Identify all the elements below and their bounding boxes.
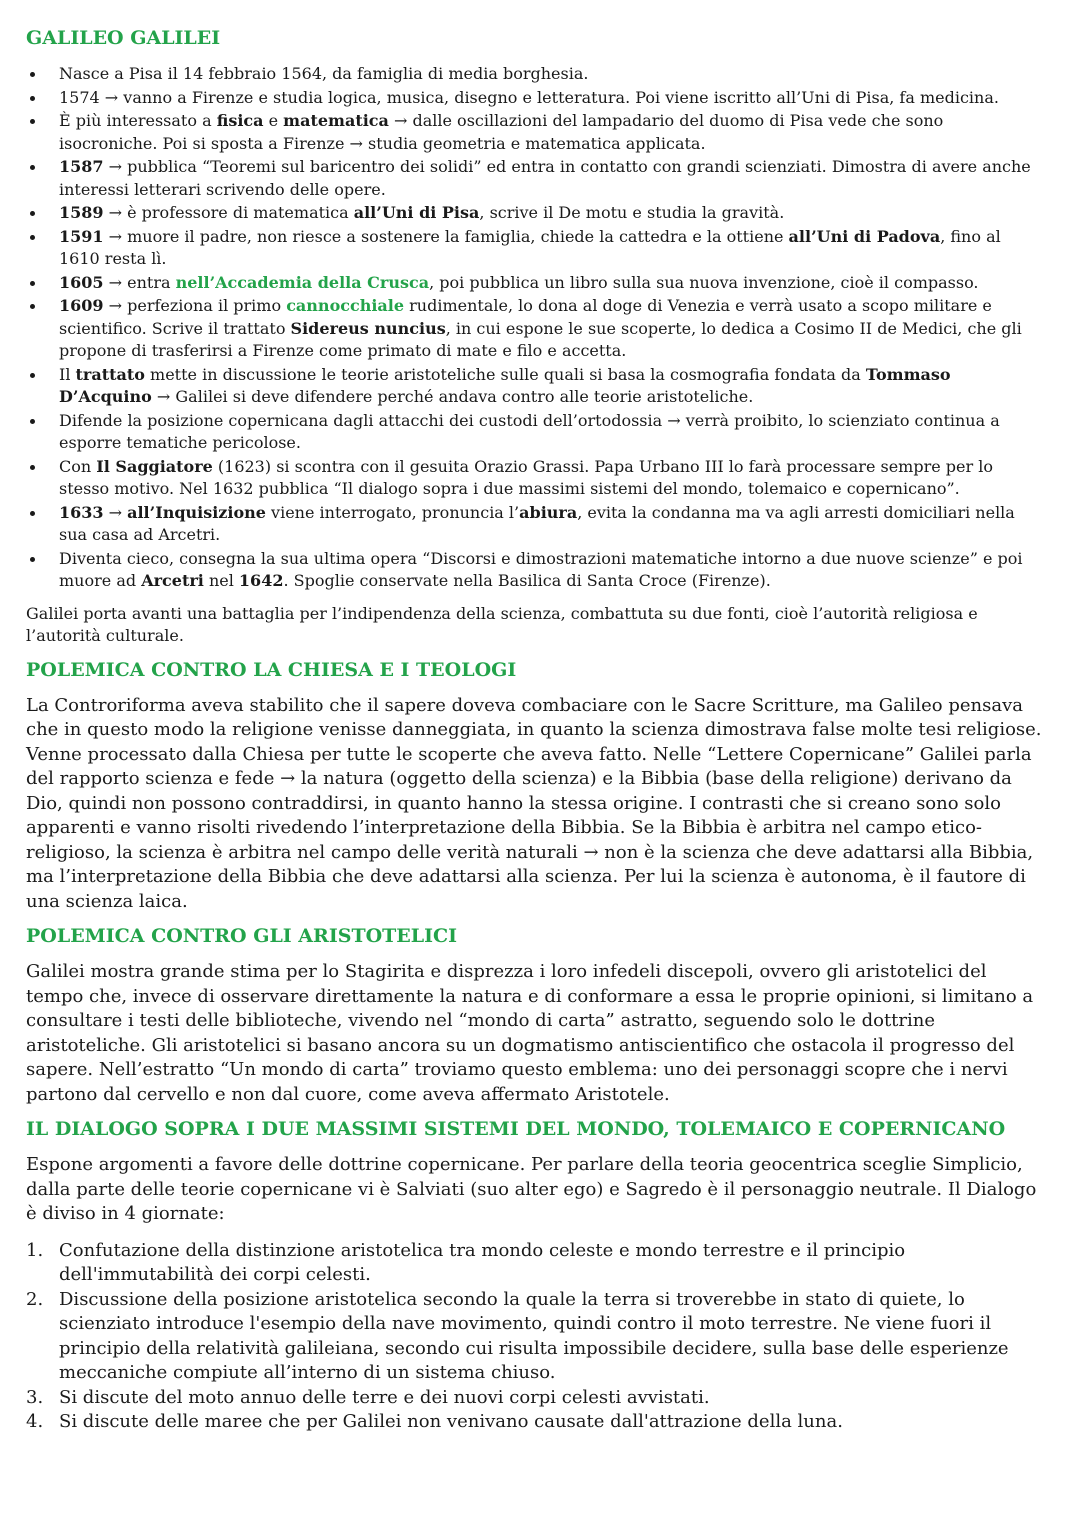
emphasis-text: nell’Accademia della Crusca: [175, 272, 430, 292]
section-text-chiesa: La Controriforma aveva stabilito che il sapere doveva combaciare con le Sacre Scritture, ma Galileo pensava che in questo modo la religione venisse danneggiata, in quanto la scienza dimostrava false molte tesi religiose. Venne processato dalla Chiesa per tutte le scoperte che aveva fatto. Nelle “Lettere Copernicane” Galilei parla del rapporto scienza e fede → la natura (oggetto della scienza) e la Bibbia (base della religione) derivano da Dio, quindi non possono contraddirsi, in quanto hanno la stessa origine. I contrasti che si creano sono solo apparenti e vanno risolti rivedendo l’interpretazione della Bibbia. Se la Bibbia è arbitra nel campo etico-religioso, la scienza è arbitra nel campo delle verità naturali → non è la scienza che deve adattarsi alla Bibbia, ma l’interpretazione della Bibbia che deve adattarsi alla scienza. Per lui la scienza è autonoma, è il fautore di una scienza laica.: [26, 694, 1042, 912]
biography-list: [26, 63, 1046, 593]
emphasis-text: Tommaso D’Acquino: [59, 364, 951, 406]
section-text-dialogo: Espone argomenti a favore delle dottrine copernicane. Per parlare della teoria geocentrica sceglie Simplicio, dalla parte delle teorie copernicane vi è Salviati (suo alter ego) e Sagredo è il personaggio neutrale. Il Dialogo è diviso in 4 giornate:: [26, 1154, 1037, 1224]
list-item: [26, 1288, 1046, 1386]
list-item: [26, 226, 1046, 271]
emphasis-text: Arcetri: [141, 571, 204, 590]
text-segment: Con: [59, 456, 97, 476]
emphasis-text: 1587: [59, 157, 104, 176]
text-segment: → muore il padre, non riesce a sostenere la famiglia, chiede la cattedra e la ottiene: [103, 226, 789, 246]
list-number: 4.: [26, 1411, 44, 1432]
text-segment: → entra: [103, 272, 176, 292]
emphasis-text: fisica: [216, 111, 264, 130]
emphasis-text: 1609: [59, 296, 104, 315]
text-segment: e: [263, 111, 284, 130]
text-segment: → pubblica “Teoremi sul baricentro dei solidi” ed entra in contatto con grandi scienziati. Dimostra di avere anche interessi letterari scrivendo delle opere.: [59, 157, 1031, 199]
text-segment: 1574 → vanno a Firenze e studia logica, musica, disegno e letteratura. Poi viene iscritto all’Uni di Pisa, fa medicina.: [59, 87, 999, 107]
list-item: [26, 272, 1046, 295]
emphasis-text: abiura: [519, 502, 578, 522]
list-item: [26, 63, 1046, 86]
intro-paragraph: Galilei porta avanti una battaglia per l’indipendenza della scienza, combattuta su due fonti, cioè l’autorità religiosa e l’autorità culturale.: [26, 603, 978, 645]
list-item-text: Confutazione della distinzione aristotelica tra mondo celeste e mondo terrestre e il principio dell'immutabilità dei corpi celesti.: [59, 1239, 906, 1285]
list-item: [26, 410, 1046, 455]
list-number: 3.: [26, 1386, 44, 1408]
text-segment: mette in discussione le teorie aristoteliche sulle quali si basa la cosmografia fondata da: [144, 364, 866, 384]
list-item: [26, 1239, 1046, 1288]
list-number: 2.: [26, 1288, 44, 1310]
emphasis-text: 1642: [238, 571, 284, 590]
text-segment: , fino al 1610 resta lì.: [59, 226, 1001, 268]
text-segment: , scrive il De motu e studia la gravità.: [479, 203, 785, 222]
list-item: [26, 1410, 1046, 1435]
list-item: [26, 364, 1046, 409]
text-segment: Il: [59, 364, 76, 384]
text-segment: viene interrogato, pronuncia l’: [265, 502, 520, 522]
text-segment: È più interessato a: [59, 111, 217, 130]
text-segment: , poi pubblica un libro sulla sua nuova invenzione, cioè il compasso.: [429, 272, 979, 292]
emphasis-text: all’Uni di Padova: [788, 226, 941, 246]
emphasis-text: matematica: [283, 111, 389, 130]
list-item: [26, 548, 1046, 593]
text-segment: . Spoglie conservate nella Basilica di Santa Croce (Firenze).: [283, 571, 771, 590]
list-item: [26, 87, 1046, 110]
emphasis-text: Sidereus nuncius: [290, 318, 446, 338]
emphasis-text: Il Saggiatore: [96, 456, 213, 476]
text-segment: (1623) si scontra con il gesuita Orazio Grassi. Papa Urbano III lo farà processare sempre per lo stesso motivo. Nel 1632 pubblica “Il dialogo sopra i due massimi sistemi del mondo, tolemaico e copernicano”.: [59, 456, 993, 498]
emphasis-text: trattato: [75, 364, 145, 384]
list-item: [26, 1386, 1046, 1411]
text-segment: Diventa cieco, consegna la sua ultima opera “Discorsi e dimostrazioni matematiche intorno a due nuove scienze” e poi muore ad: [59, 548, 1023, 590]
list-item: [26, 456, 1046, 501]
list-item-text: Si discute del moto annuo delle terre e dei nuovi corpi celesti avvistati.: [59, 1386, 710, 1408]
emphasis-text: 1591: [59, 226, 104, 246]
emphasis-text: 1589: [59, 203, 104, 222]
list-item-text: Discussione della posizione aristotelica secondo la quale la terra si troverebbe in stato di quiete, lo scienziato introduce l'esempio della nave movimento, quindi contro il moto terrestre. Ne viene fuori il principio della relatività galileiana, secondo cui risulta impossibile decidere, sulla base delle esperienze meccaniche compiute all’interno di un sistema chiuso.: [59, 1288, 1009, 1383]
text-segment: , in cui espone le sue scoperte, lo dedica a Cosimo II de Medici, che gli propone di trasferirsi a Firenze come primato di mate e filo e accetta.: [59, 318, 1022, 360]
text-segment: → perfeziona il primo: [103, 296, 287, 315]
section-heading-aristotelici: POLEMICA CONTRO GLI ARISTOTELICI: [26, 925, 458, 947]
list-item: [26, 156, 1046, 201]
list-item: [26, 295, 1046, 363]
emphasis-text: 1633: [59, 502, 104, 522]
text-segment: nel: [203, 571, 239, 590]
text-segment: → è professore di matematica: [103, 203, 354, 222]
text-segment: → dalle oscillazioni del lampadario del duomo di Pisa vede che sono isocroniche. Poi si sposta a Firenze → studia geometria e matematica applicata.: [59, 111, 944, 153]
emphasis-text: 1605: [59, 272, 104, 292]
section-heading-chiesa: POLEMICA CONTRO LA CHIESA E I TEOLOGI: [26, 658, 517, 681]
text-segment: , evita la condanna ma va agli arresti domiciliari nella sua casa ad Arcetri.: [59, 502, 1015, 544]
section-text-aristotelici: Galilei mostra grande stima per lo Stagirita e disprezza i loro infedeli discepoli, ovvero gli aristotelici del tempo che, invece di osservare direttamente la natura e di conformare a essa le proprie opinioni, si limitano a consultare i testi delle biblioteche, vivendo nel “mondo di carta” astratto, seguendo solo le dottrine aristoteliche. Gli aristotelici si basano ancora su un dogmatismo antiscientifico che ostacola il progresso del sapere. Nell’estratto “Un mondo di carta” troviamo questo emblema: uno dei personaggi scopre che i nervi partono dal cervello e non dal cuore, come aveva affermato Aristotele.: [26, 961, 1034, 1105]
text-segment: →: [103, 502, 128, 522]
list-item: [26, 110, 1046, 155]
emphasis-text: all’Uni di Pisa: [353, 203, 480, 222]
list-item: [26, 502, 1046, 547]
list-item: [26, 202, 1046, 225]
list-number: 1.: [26, 1239, 44, 1261]
text-segment: → Galilei si deve difendere perché andava contro alle teorie aristoteliche.: [151, 387, 754, 406]
text-segment: Nasce a Pisa il 14 febbraio 1564, da famiglia di media borghesia.: [59, 64, 589, 83]
page-title: GALILEO GALILEI: [26, 27, 221, 49]
list-item-text: Si discute delle maree che per Galilei non venivano causate dall'attrazione della luna.: [59, 1411, 843, 1432]
emphasis-text: cannocchiale: [286, 296, 405, 315]
emphasis-text: all’Inquisizione: [127, 502, 266, 522]
text-segment: Difende la posizione copernicana dagli attacchi dei custodi dell’ortodossia → verrà proibito, lo scienziato continua a esporre tematiche pericolose.: [59, 410, 1000, 452]
giornate-list: [26, 1239, 1046, 1435]
section-heading-dialogo: IL DIALOGO SOPRA I DUE MASSIMI SISTEMI DEL MONDO, TOLEMAICO E COPERNICANO: [26, 1118, 1006, 1140]
text-segment: rudimentale, lo dona al doge di Venezia e verrà usato a scopo militare e scientifico. Scrive il trattato: [59, 296, 992, 338]
